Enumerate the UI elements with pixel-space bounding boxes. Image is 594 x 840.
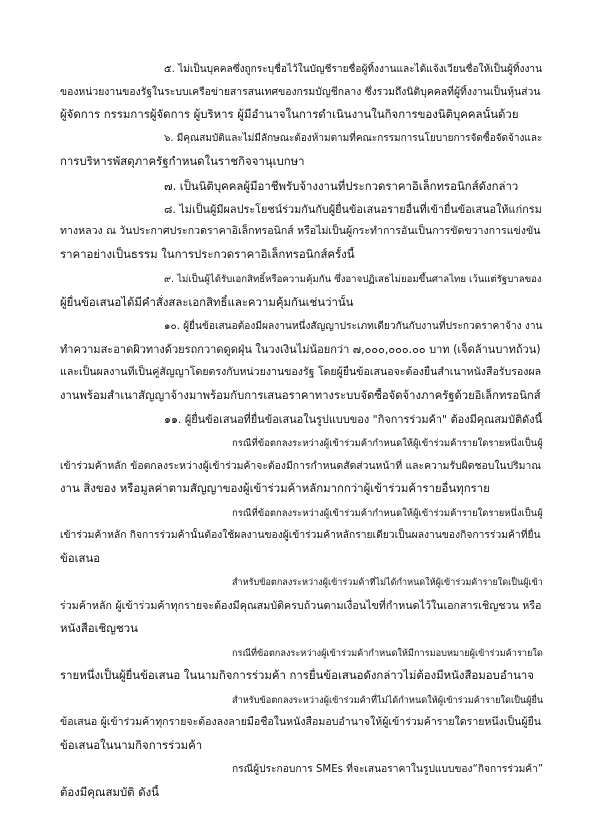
- text-line: กรณีที่ข้อตกลงระหว่างผู้เข้าร่วมค้ากำหนดให้ผู้เข้าร่วมค้ารายใดรายหนึ่งเป็นผู้: [232, 438, 543, 449]
- text-line: สำหรับข้อตกลงระหว่างผู้เข้าร่วมค้าที่ไม่ได้กำหนดให้ผู้เข้าร่วมค้ารายใดเป็นผู้ยื่น: [232, 695, 544, 706]
- text-line: งาน สิ่งของ หรือมูลค่าตามสัญญาของผู้เข้าร่วมค้าหลักมากกว่าผู้เข้าร่วมค้ารายอื่นทุกราย: [60, 481, 490, 495]
- text-line: งานพร้อมสำเนาสัญญาจ้างมาพร้อมกับการเสนอราคาทางระบบจัดซื้อจัดจ้างภาครัฐด้วยอิเล็กทรอนิกส์: [60, 389, 541, 402]
- text-line: เข้าร่วมค้าหลัก กิจการร่วมค้านั้นต้องใช้ผลงานของผู้เข้าร่วมค้าหลักรายเดียวเป็นผลงานของกิจการร่วมค้าที่ยื่น: [60, 529, 541, 541]
- text-line: ข้อเสนอในนามกิจการร่วมค้า: [60, 738, 203, 752]
- text-line: รายหนึ่งเป็นผู้ยื่นข้อเสนอ ในนามกิจการร่วมค้า การยื่นข้อเสนอดังกล่าวไม่ต้องมีหนังสือมอบอำนาจ: [60, 668, 534, 682]
- text-line: กรณีผู้ประกอบการ SMEs ที่จะเสนอราคาในรูปแบบของ“กิจการร่วมค้า”: [232, 764, 544, 775]
- text-line: สำหรับข้อตกลงระหว่างผู้เข้าร่วมค้าที่ไม่ได้กำหนดให้ผู้เข้าร่วมค้ารายใดเป็นผู้เข้า: [232, 578, 543, 588]
- text-line: ต้องมีคุณสมบัติ ดังนี้: [60, 785, 159, 799]
- text-line: กรณีที่ข้อตกลงระหว่างผู้เข้าร่วมค้ากำหนดให้มีการมอบหมายผู้เข้าร่วมค้ารายใด: [232, 648, 543, 659]
- text-line: ข้อเสนอ: [60, 551, 101, 565]
- text-line: ร่วมค้าหลัก ผู้เข้าร่วมค้าทุกรายจะต้องมีคุณสมบัติครบถ้วนตามเงื่อนไขที่กำหนดไว้ในเอกสารเชิญชวน หรือ: [60, 599, 542, 612]
- text-line: หนังสือเชิญชวน: [60, 621, 138, 635]
- text-line: ๑๑. ผู้ยื่นข้อเสนอที่ยื่นข้อเสนอในรูปแบบของ "กิจการร่วมค้า" ต้องมีคุณสมบัติดังนี้: [164, 413, 543, 426]
- text-line: ข้อเสนอ ผู้เข้าร่วมค้าทุกรายจะต้องลงลายมือชื่อในหนังสือมอบอำนาจให้ผู้เข้าร่วมค้ารายใดรายหนึ่งเป็นผู้ยื่น: [60, 716, 542, 728]
- text-line: ผู้ยื่นข้อเสนอได้มีคำสั่งสละเอกสิทธิ์และความคุ้มกันเช่นว่านั้น: [60, 295, 354, 309]
- text-line: ๗. เป็นนิติบุคคลผู้มีอาชีพรับจ้างงานที่ประกวดราคาอิเล็กทรอนิกส์ดังกล่าว: [164, 179, 519, 193]
- text-line: กรณีที่ข้อตกลงระหว่างผู้เข้าร่วมค้ากำหนดให้ผู้เข้าร่วมค้ารายใดรายหนึ่งเป็นผู้: [232, 508, 543, 519]
- text-line: ๖. มีคุณสมบัติและไม่มีลักษณะต้องห้ามตามที่คณะกรรมการนโยบายการจัดซื้อจัดจ้างและ: [164, 133, 543, 144]
- text-line: ทางหลวง ณ วันประกาศประกวดราคาอิเล็กทรอนิกส์ หรือไม่เป็นผู้กระทำการอันเป็นการขัดขวางการแข่งขัน: [60, 225, 541, 237]
- text-line: การบริหารพัสดุภาครัฐกำหนดในราชกิจจานุเบกษา: [60, 154, 305, 168]
- text-line: ๙. ไม่เป็นผู้ได้รับเอกสิทธิ์หรือความคุ้มกัน ซึ่งอาจปฏิเสธไม่ยอมขึ้นศาลไทย เว้นแต่รัฐบาลของ: [164, 274, 542, 285]
- text-line: เข้าร่วมค้าหลัก ข้อตกลงระหว่างผู้เข้าร่วมค้าจะต้องมีการกำหนดสัดส่วนหน้าที่ และความรับผิดชอบในปริมาณ: [60, 460, 541, 472]
- text-line: ราคาอย่างเป็นธรรม ในการประกวดราคาอิเล็กทรอนิกส์ครั้งนี้: [60, 247, 355, 261]
- text-line: ของหน่วยงานของรัฐในระบบเครือข่ายสารสนเทศของกรมบัญชีกลาง ซึ่งรวมถึงนิติบุคคลที่ผู้ทิ้งงานเป็นหุ้นส่วน: [60, 86, 541, 98]
- text-line: ๕. ไม่เป็นบุคคลซึ่งถูกระบุชื่อไว้ในบัญชีรายชื่อผู้ทิ้งงานและได้แจ้งเวียนชื่อให้เป็นผู้ทิ้งงาน: [164, 64, 543, 75]
- text-line: และเป็นผลงานที่เป็นคู่สัญญาโดยตรงกับหน่วยงานของรัฐ โดยผู้ยื่นข้อเสนอจะต้องยื่นสำเนาหนังสือรับรองผล: [60, 366, 542, 378]
- text-line: ทำความสะอาดผิวทางด้วยรถกวาดดูดฝุ่น ในวงเงินไม่น้อยกว่า ๗,๐๐๐,๐๐๐.๐๐ บาท (เจ็ดล้านบาทถ้วน): [60, 343, 541, 356]
- text-line: ๘. ไม่เป็นผู้มีผลประโยชน์ร่วมกันกับผู้ยื่นข้อเสนอรายอื่นที่เข้ายื่นข้อเสนอให้แก่กรม: [164, 203, 542, 216]
- text-line: ผู้จัดการ กรรมการผู้จัดการ ผู้บริหาร ผู้มีอำนาจในการดำเนินงานในกิจการของนิติบุคคลนั้นด้วย: [60, 107, 519, 121]
- text-line: ๑๐. ผู้ยื่นข้อเสนอต้องมีผลงานหนึ่งสัญญาประเภทเดียวกันกับงานที่ประกวดราคาจ้าง งาน: [164, 321, 543, 332]
